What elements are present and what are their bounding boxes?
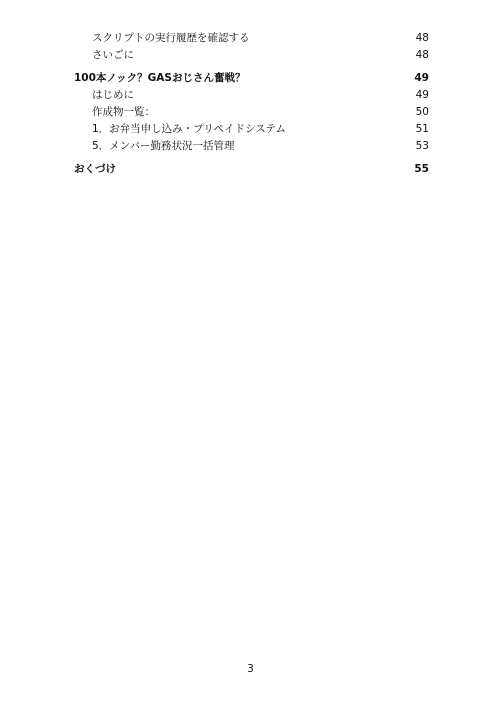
- toc-chapter-title: おくづけ: [74, 163, 116, 175]
- toc-entry-title: はじめに: [92, 89, 134, 101]
- toc-entry-page: 48: [415, 49, 429, 61]
- toc-entry-page: 50: [415, 106, 429, 118]
- toc-entry-page: 48: [415, 32, 429, 44]
- toc-entry-page: 53: [415, 140, 429, 152]
- toc-chapter: [0, 161, 501, 177]
- toc-entry-page: 51: [415, 123, 429, 135]
- toc-entry-title: 1．お弁当申し込み・プリペイドシステム: [92, 123, 286, 135]
- toc-entry: [0, 87, 501, 103]
- toc-entry-title: 作成物一覧：: [92, 106, 155, 118]
- toc-entry-page: 49: [415, 89, 429, 101]
- toc-chapter-page: 55: [414, 163, 429, 175]
- toc-chapter: [0, 70, 501, 86]
- toc-chapter-title: 100本ノック？GASおじさん奮戦？: [74, 72, 246, 84]
- toc-entry-title: スクリプトの実行履歴を確認する: [92, 32, 250, 44]
- toc-entry: [0, 47, 501, 63]
- toc-entry: [0, 138, 501, 154]
- toc-chapter-page: 49: [414, 72, 429, 84]
- toc-entry: [0, 30, 501, 46]
- toc-entry-title: さいごに: [92, 49, 134, 61]
- toc-entry: [0, 121, 501, 137]
- page-number: 3: [247, 663, 254, 675]
- toc-entry: [0, 104, 501, 120]
- toc-entry-title: 5．メンバー勤務状況一括管理: [92, 140, 235, 152]
